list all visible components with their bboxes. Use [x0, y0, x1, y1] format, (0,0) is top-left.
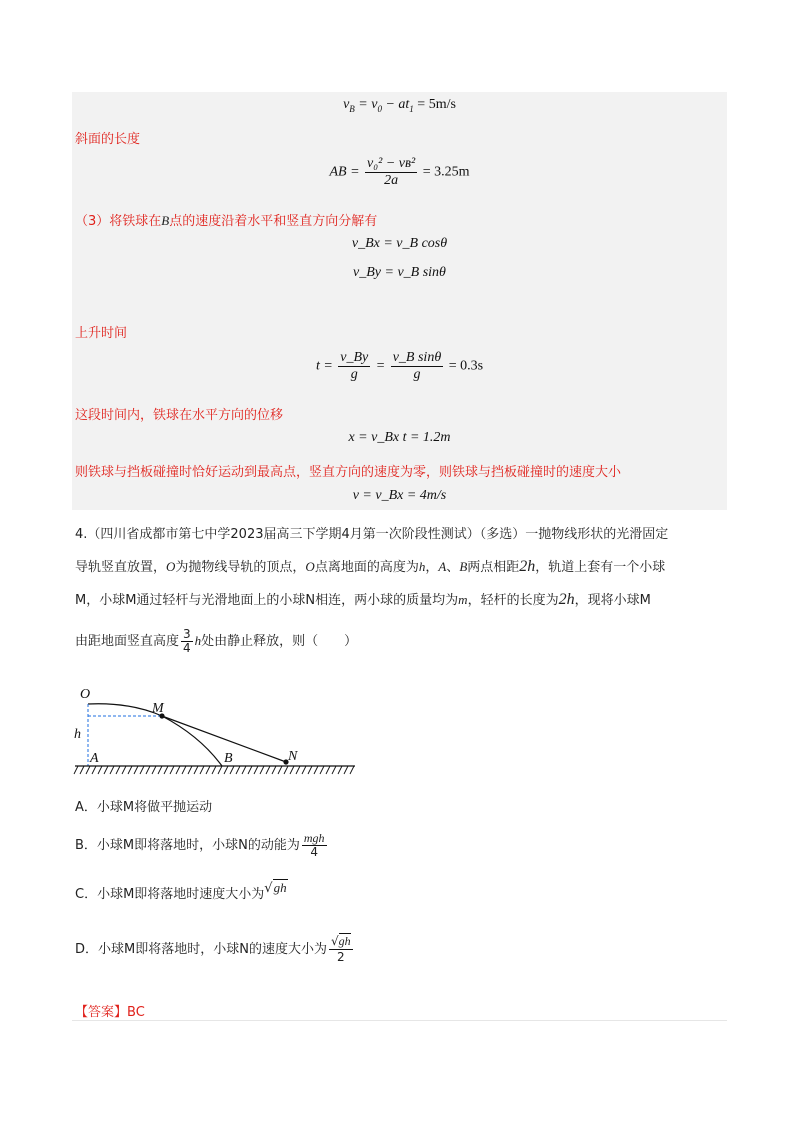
equation-ab: AB = $\frac{\text{v₀² − vʙ²}}{2a}$ = 3.25m — [329, 156, 470, 188]
solution-shaded-block — [72, 92, 727, 510]
equation-v: v = v_Bx = 4m/s — [352, 488, 447, 503]
option-a[interactable]: A．小球M将做平抛运动 — [75, 800, 213, 815]
label-m: M — [152, 701, 164, 716]
part3-label: （3）将铁球在B点的速度沿着水平和竖直方向分解有 — [75, 213, 378, 229]
equation-vbx: v_Bx = v_B cosθ — [351, 236, 448, 251]
answer-label: 【答案】BC — [75, 1005, 145, 1020]
option-c[interactable]: C．小球M即将落地时速度大小为√gh — [75, 880, 287, 902]
question-line-2: 导轨竖直放置，O为抛物线导轨的顶点，O点离地面的高度为h，A、B两点相距2h，轨道上套有一个小球 — [75, 558, 666, 575]
conclusion-text: 则铁球与挡板碰撞时恰好运动到最高点，竖直方向的速度为零，则铁球与挡板碰撞时的速度大小 — [75, 465, 622, 480]
question-line-1: 4.（四川省成都市第七中学2023届高三下学期4月第一次阶段性测试）（多选）一抛物线形状的光滑固定 — [75, 527, 669, 542]
incline-length-label: 斜面的长度 — [75, 132, 141, 147]
track-diagram — [70, 680, 370, 780]
label-o: O — [80, 687, 91, 702]
equation-t: t = $\frac{v\_By}{g}$ = $\frac{\text{v\_B sinθ}}{g}$ = 0.3s — [315, 350, 484, 382]
label-a: A — [90, 751, 99, 766]
equation-vb: $v_B = v_0 - at_1 = 5m/s$ — [343, 97, 456, 114]
displacement-label: 这段时间内，铁球在水平方向的位移 — [75, 408, 284, 423]
answer-divider — [72, 1020, 727, 1021]
label-n: N — [288, 749, 298, 764]
option-d[interactable]: D．小球M即将落地时，小球N的速度大小为 $\frac{√gh}{2}$ — [75, 934, 351, 964]
ground-hatch — [74, 766, 354, 774]
label-b: B — [224, 751, 233, 766]
option-b[interactable]: B．小球M即将落地时，小球N的动能为 $\frac{\text{mgh}}{4}$ — [75, 831, 325, 859]
equation-vby: v_By = v_B sinθ — [353, 265, 446, 280]
rise-time-label: 上升时间 — [75, 326, 128, 341]
question-line-3: M，小球M通过轻杆与光滑地面上的小球N相连，两小球的质量均为m，轻杆的长度为2h，现将小球M — [75, 591, 651, 608]
equation-x: x = v_Bx t = 1.2m — [348, 430, 451, 445]
label-h: h — [74, 727, 81, 742]
question-line-4: 由距地面竖直高度 $\frac{3}{4}$ h处由静止释放，则（ ） — [75, 627, 358, 655]
